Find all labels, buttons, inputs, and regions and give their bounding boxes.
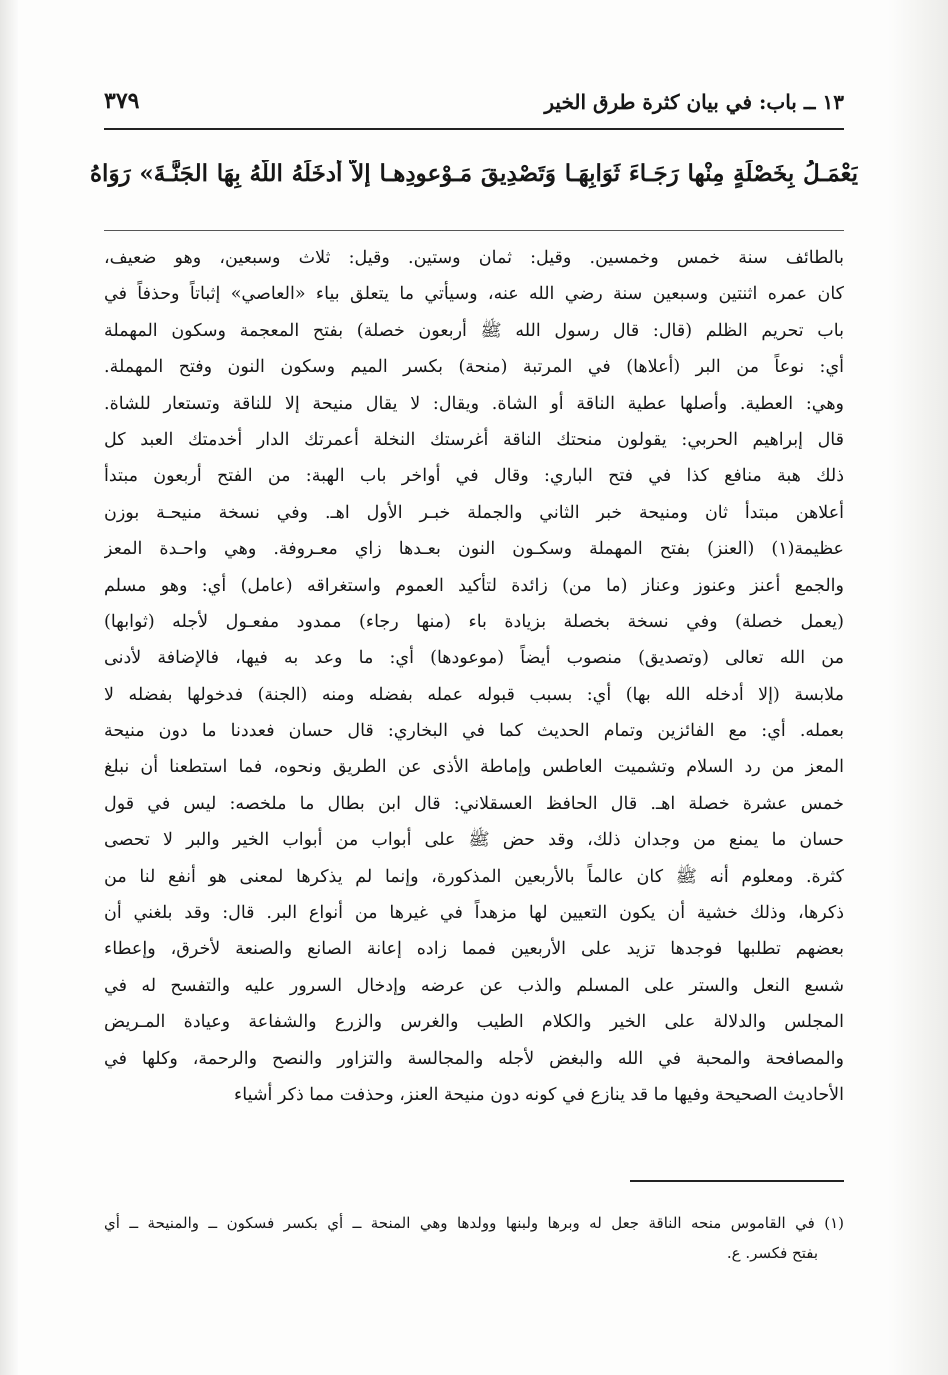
commentary-line: كان عمره اثنتين وسبعين سنة رضي الله عنه، وسيأتي ما يتعلق بياء «العاصي» إثباتاً وحذفاً في (104, 284, 844, 305)
commentary-line: الأحاديث الصحيحة وفيها ما قد ينازع في كونه دون منيحة العنز، وحذفت مما ذكر أشياء (234, 1084, 844, 1105)
footnote-divider (630, 1180, 844, 1182)
running-header (104, 86, 844, 126)
page-number: ٣٧٩ (104, 88, 140, 114)
commentary-line: حسان ما يمنع من وجدان ذلك، وقد حض ﷺ على أبواب من أبواب الخير والبر لا تحصى (104, 830, 844, 851)
body-divider (104, 230, 844, 231)
commentary-block (104, 240, 844, 1113)
footnote-line: بفتح فكسر. ع. (726, 1244, 818, 1262)
commentary-line: بالطائف سنة خمس وخمسين. وقيل: ثمان وستين. وقيل: ثلاث وسبعين، وهو ضعيف، (104, 248, 844, 268)
commentary-line: أعلاهن مبتدأ ثان ومنيحة خبر الثاني والجملة خبـر الأول اهـ. وفي نسخة منيحـة بوزن (104, 502, 844, 523)
commentary-line: المعز من رد السلام وتشميت العاطس وإماطة الأذى عن الطريق ونحوه، فما استطعنا أن نبلغ (104, 757, 844, 778)
commentary-line: كثرة. ومعلوم أنه ﷺ كان عالماً بالأربعين المذكورة، وإنما لم يذكرها لمعنى هو أنفع لنا من (104, 866, 844, 887)
footnote-line: (١) في القاموس منحه الناقة جعل له وبرها ولبنها وولدها وهي المنحة ــ أي بكسر فسكون ــ والمنيحة ــ أي (104, 1214, 844, 1232)
commentary-line: خمس عشرة خصلة اهـ. قال الحافظ العسقلاني: قال ابن بطال ما ملخصه: ليس في قول (104, 793, 844, 814)
commentary-line: ملابسة (إلا أدخله الله بها) أي: بسبب قبوله عمله بفضله ومنه (الجنة) فدخولها بفضله لا (104, 684, 844, 705)
commentary-line: والمصافحة والمحبة في الله والبغض لأجله والمجالسة والتزاور والنصح والرحمة، وكلها في (104, 1048, 844, 1069)
commentary-line: قال إبراهيم الحربي: يقولون منحتك الناقة أغرستك النخلة أعمرتك الدار أخدمتك العبد كل (104, 429, 844, 450)
scan-shadow-right (888, 0, 948, 1375)
footnote-block (104, 1208, 844, 1268)
commentary-line: بعضهم تطلبها فوجدها تزيد على الأربعين فمما زاده إعانة الصانع والصنعة لأخرق، وإعطاء (104, 939, 844, 960)
commentary-line: بعمله. أي: مع الفائزين وتمام الحديث كما في البخاري: قال حسان فعددنا ما دون منيحة (104, 721, 844, 742)
commentary-line: ذكرها، وذلك خشية أن يكون التعيين لها مزهداً في غيرها من أنواع البر. قال: وقد بلغني أن (104, 903, 844, 924)
commentary-line: أي: نوعاً من البر (أعلاها) في المرتبة (منحة) بكسر الميم وسكون النون وفتح المهملة. (104, 357, 844, 378)
commentary-line: من الله تعالى (وتصديق) منصوب أيضاً (موعودها) أي: ما وعد به فيها، فالإضافة لأدنى (104, 648, 844, 669)
commentary-line: باب تحريم الظلم (قال: قال رسول الله ﷺ أربعون خصلة) بفتح المعجمة وسكون المهملة (104, 320, 844, 341)
commentary-line: المجلس والدلالة على الخير والكلام الطيب والغرس والزرع والشفاعة وعيادة المـريض (104, 1012, 844, 1033)
commentary-line: (يعمل خصلة) وفي نسخة بخصلة بزيادة باء (منها رجاء) ممدود مفعـول لأجله (ثوابها) (104, 611, 844, 632)
chapter-title: ١٣ ــ باب: في بيان كثرة طرق الخير (544, 90, 844, 114)
commentary-line: وهي: العطية. وأصلها عطية الناقة أو الشاة. ويقال: لا يقال منيحة إلا للناقة وتستعار للشاة. (104, 393, 844, 414)
header-divider (104, 128, 844, 130)
commentary-line: ذلك هبة منافع كذا في فتح الباري: وقال في أواخر باب الهبة: من الفتح أربعون مبتدأ (104, 466, 844, 487)
commentary-line: عظيمة(١) (العنز) بفتح المهملة وسكـون النون بعـدها زاي معـروفة. وهي واحـدة المعز (104, 539, 844, 560)
scan-shadow-left (0, 0, 18, 1375)
commentary-line: والجمع أعنز وعنوز وعناز (ما من) زائدة لتأكيد العموم واستغراقه (عامل) أي: وهو مسلم (104, 575, 844, 596)
commentary-line: شسع النعل والستر على المسلم والذب عن عرضه وإدخال السرور عليه والتفسح له في (104, 975, 844, 996)
hadith-text: يَعْمَـلُ بِخَصْلَةٍ مِنْها رَجَـاءَ ثَوَابِهَـا وَتَصْدِيقَ مَـوْعودِهـا إلاَّ أَدخَلَهُ اللَّهُ بِهَا الجَنَّـةَ» رَوَاهُ (90, 160, 858, 187)
